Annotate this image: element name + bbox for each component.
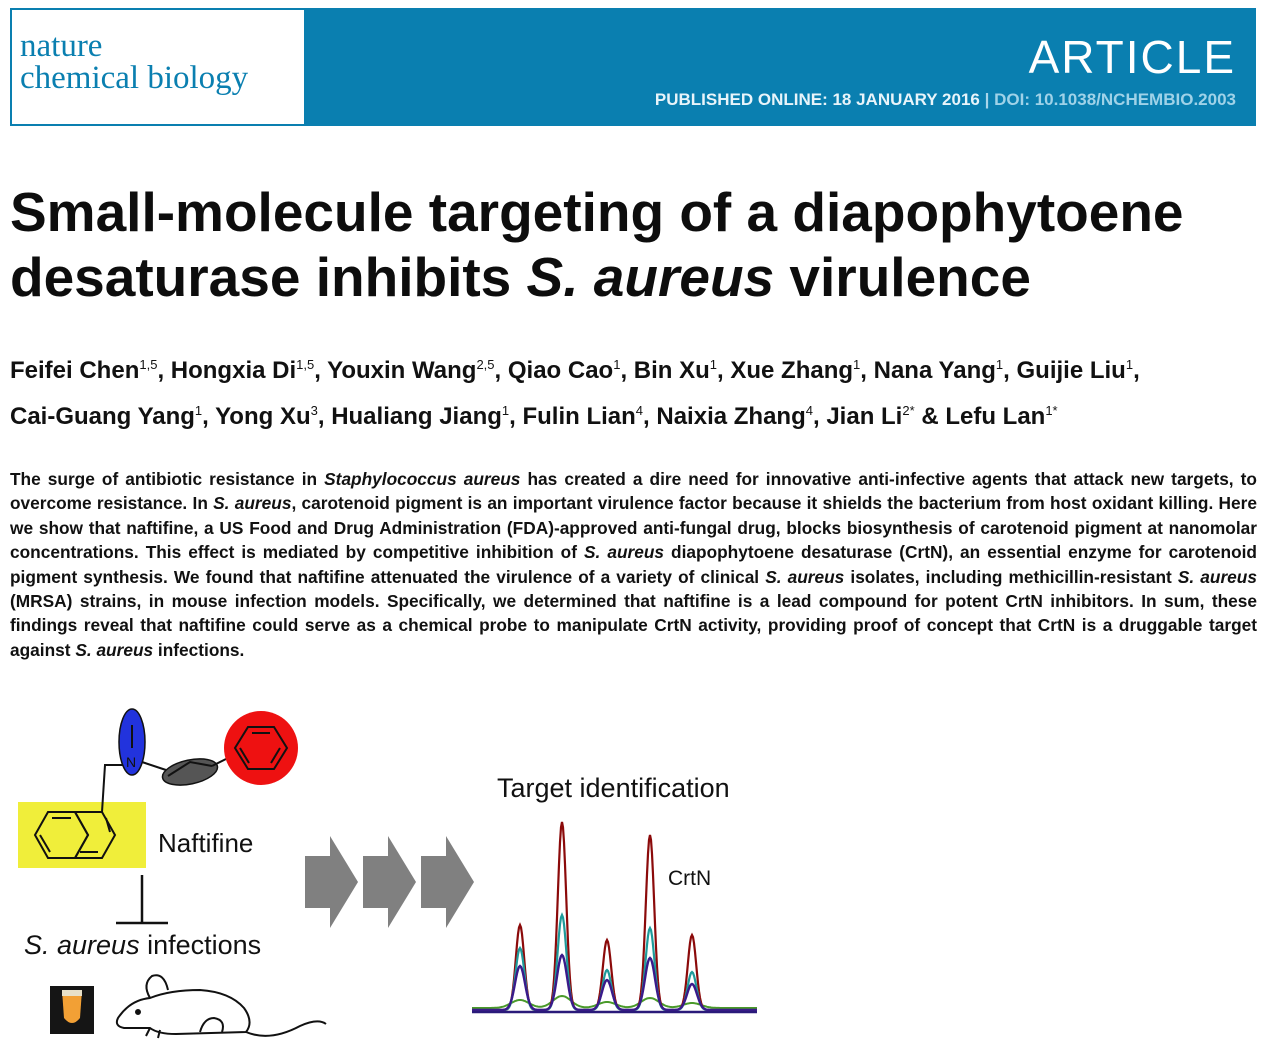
author-name[interactable]: Fulin Lian xyxy=(522,403,636,430)
author-affiliation: 1 xyxy=(709,357,718,372)
title-part-1: Small-molecule targeting of a diapophytoene desaturase inhibits xyxy=(10,181,1184,308)
author-affiliation: 2* xyxy=(902,403,915,418)
arrow-right-icon xyxy=(305,836,474,928)
target-identification-title: Target identification xyxy=(497,773,730,803)
infection-species-italic: S. aureus xyxy=(24,930,140,960)
author-affiliation: 1* xyxy=(1045,403,1058,418)
doi-link[interactable]: DOI: 10.1038/NCHEMBIO.2003 xyxy=(994,90,1236,109)
graphical-abstract xyxy=(0,700,1269,1043)
author-affiliation: 1 xyxy=(501,403,510,418)
author-name[interactable]: Naixia Zhang xyxy=(656,403,806,430)
author-name[interactable]: Jian Li xyxy=(826,403,903,430)
author-list: Feifei Chen$^{1,5}$, Hongxia Di$^{1,5}$, Youxin Wang$^{2,5}$, Qiao Cao$^1$, Bin Xu$^1$, Xue Zhang$^1$, Nana Yang$^1$, Guijie Liu$^1$, Cai-Guang Yang$^1$, Yong Xu$^3$, Hualiang Jiang$^1$, Fulin Lian$^4$, Naixia Zhang$^4$, Jian $Li^{2*}$ & Lefu Lan$^{1*}$ xyxy=(10,357,1140,430)
author-affiliation: 1 xyxy=(995,357,1004,372)
infection-text: infections xyxy=(139,930,262,960)
logo-text-nature: nature xyxy=(20,28,103,64)
abstract xyxy=(10,467,1257,662)
author-affiliation: 4 xyxy=(805,403,813,418)
nitrogen-label: N xyxy=(126,754,137,770)
author-affiliation: 2,5 xyxy=(476,357,495,372)
mouse-icon xyxy=(117,975,326,1038)
allyl-bond xyxy=(142,762,166,770)
publication-info xyxy=(655,90,1236,110)
author-name[interactable]: Youxin Wang xyxy=(327,357,477,384)
title-species-italic: S. aureus xyxy=(526,246,775,308)
author-name[interactable]: Yong Xu xyxy=(215,403,311,430)
author-affiliation: 1,5 xyxy=(139,357,158,372)
article-type-label: ARTICLE xyxy=(1028,31,1236,83)
author-affiliation: 3 xyxy=(310,403,318,418)
paper-title xyxy=(10,180,1260,310)
abstract-italic-term: S. aureus xyxy=(1177,566,1257,587)
abstract-text: isolates, including methicillin-resistant xyxy=(844,566,1178,587)
author-name[interactable]: Guijie Liu xyxy=(1016,357,1126,384)
author-affiliation: 1 xyxy=(1125,357,1134,372)
abstract-text: has created a dire need for innovative anti-infective agents that attack new targets, to overcome resistance. In xyxy=(10,469,1257,514)
title-part-2: virulence xyxy=(774,246,1031,308)
published-date: PUBLISHED ONLINE: 18 JANUARY 2016 xyxy=(654,90,980,109)
compound-label: Naftifine xyxy=(158,828,254,858)
author-name[interactable]: Feifei Chen xyxy=(10,357,140,384)
author-name[interactable]: Hualiang Jiang xyxy=(331,403,502,430)
culture-tube-icon xyxy=(50,986,94,1034)
graphical-abstract-figure xyxy=(0,700,1269,1043)
abstract-text: , carotenoid pigment is an important virulence factor because it shields the bacterium from host oxidant killing. Here we show that naftifine, a US Food and Drug Administration (FDA)-approved anti-fungal drug, blocks biosynthesis of carotenoid pigment at nanomolar concentrations. This effect is mediated by competitive inhibition of xyxy=(10,493,1257,563)
author-name[interactable]: Bin Xu xyxy=(633,357,710,384)
abstract-text: The surge of antibiotic resistance in xyxy=(10,469,325,489)
journal-logo[interactable] xyxy=(12,10,304,124)
abstract-text: (MRSA) strains, in mouse infection models. Specifically, we determined that naftifine is a lead compound for potent CrtN inhibitors. In sum, these findings reveal that naftifine could serve as a chemical probe to manipulate CrtN activity, providing proof of concept that CrtN is a druggable target against xyxy=(10,591,1257,660)
author-name[interactable]: Cai-Guang Yang xyxy=(10,403,195,430)
author-affiliation: 4 xyxy=(635,403,644,418)
author-name[interactable]: Qiao Cao xyxy=(507,357,614,384)
author-name[interactable]: Xue Zhang xyxy=(730,357,854,384)
author-name[interactable]: Hongxia Di xyxy=(170,357,297,384)
author-affiliation: 1 xyxy=(613,357,621,372)
abstract-text: diapophytoene desaturase (CrtN), an essential enzyme for carotenoid pigment synthesis. We found that naftifine attenuated the virulence of a variety of clinical xyxy=(10,542,1257,587)
chromatogram xyxy=(472,822,757,1012)
author-name[interactable]: Lefu Lan xyxy=(945,403,1046,430)
author-affiliation: 1 xyxy=(853,357,861,372)
crtn-peak-label: CrtN xyxy=(668,867,712,890)
journal-header-banner xyxy=(10,8,1256,126)
author-name[interactable]: Nana Yang xyxy=(873,357,996,384)
inhibition-bar-icon xyxy=(116,875,168,923)
logo-text-chemical-biology: chemical biology xyxy=(20,60,249,96)
alkene-linker-ellipse xyxy=(160,754,220,789)
abstract-italic-term: S. aureus xyxy=(584,542,665,563)
author-affiliation: 1 xyxy=(194,403,203,418)
author-affiliation: 1,5 xyxy=(296,357,315,372)
abstract-text: infections. xyxy=(153,639,245,660)
abstract-italic-term: Staphylococcus aureus xyxy=(324,469,521,489)
infection-label xyxy=(24,930,261,961)
abstract-italic-term: S. aureus xyxy=(765,566,845,587)
abstract-italic-term: S. aureus xyxy=(213,493,292,514)
abstract-italic-term: S. aureus xyxy=(75,639,154,660)
info-separator: | xyxy=(984,90,990,109)
